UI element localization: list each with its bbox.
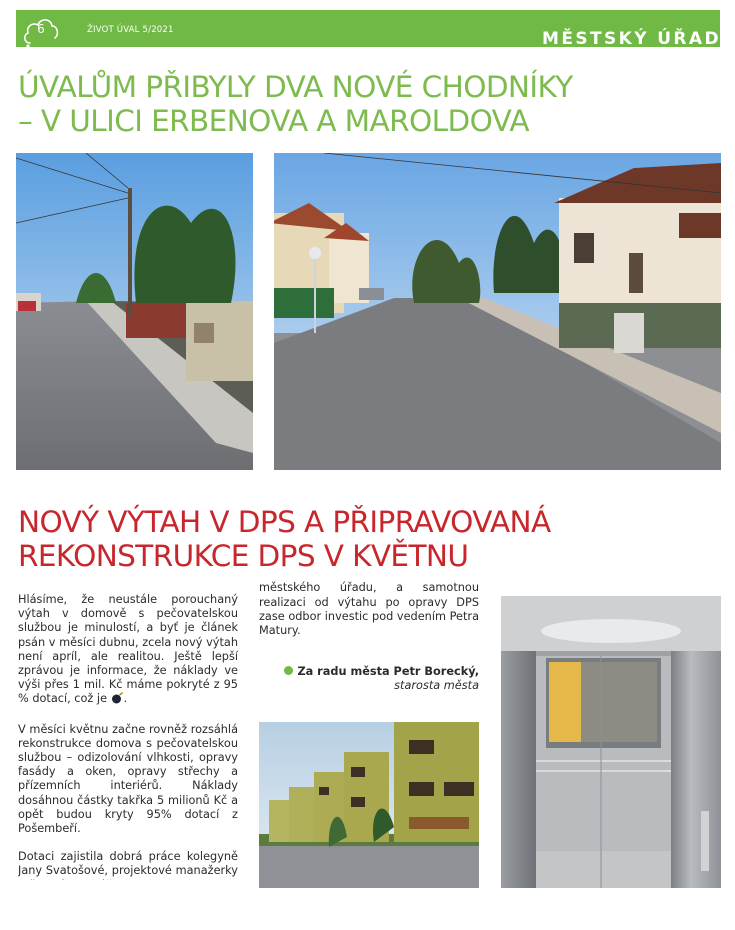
green-bullet (284, 666, 293, 675)
article1-headline-line2: – V ULICI ERBENOVA A MAROLDOVA (18, 104, 529, 138)
paragraph3-overflow-text: městského úřadu, a samotnou realizaci od výtahu po opravy DPS zase odbor investic pod vedením Petra Matury. (259, 581, 479, 638)
article2-headline (18, 505, 718, 573)
article2-paragraph3: Dotaci zajistila dobrá práce kolegyně Jany Svatošové, projektové manažerky (18, 850, 238, 878)
photo-new-elevator (501, 596, 721, 888)
article2-signature (259, 665, 479, 693)
article1-headline-line1: ÚVALŮM PŘIBYLY DVA NOVÉ CHODNÍKY (18, 70, 573, 104)
page-number: 6 (37, 22, 45, 36)
photo-dps-building (259, 722, 479, 888)
signature-name: Za radu města Petr Borecký, (297, 665, 479, 678)
article2-paragraph3-continuation (259, 581, 479, 653)
photo-maroldova-sidewalk (274, 153, 721, 470)
article2-column1 (18, 593, 238, 894)
paragraph1-text: Hlásíme, že neustále porouchaný výtah v domově s pečovatelskou službou je minulostí, a byť je článek psán v měsíci dubnu, zcela nový výtah není apríl, ale realitou. Ještě lepší zprávou je informace, že náklady ve výši přes 1 mil. Kč máme pokryté z 95 % dotací, což je (18, 593, 238, 706)
article2-paragraph1 (18, 593, 238, 709)
page-number-badge (22, 13, 58, 47)
article2-paragraph2: V měsíci květnu začne rovněž rozsáhlá rekonstrukce domova s pečovatelskou službou – odizolování vlhkosti, opravy fasády a oken, opravy střechy a přízemních interiérů. Náklady dosáhnou částky takřka 5 milionů Kč a opět budou kryty 95% dotací z Pošembeří. (18, 722, 238, 836)
issue-label: ŽIVOT ÚVAL 5/2021 (87, 25, 174, 35)
paragraph1-end: . (123, 692, 128, 706)
section-title: MĚSTSKÝ ÚŘAD (542, 29, 721, 49)
article2-headline-line1: NOVÝ VÝTAH V DPS A PŘIPRAVOVANÁ (18, 505, 551, 539)
article2-column2 (259, 581, 479, 667)
article1-headline (18, 70, 718, 138)
bomb-emoji-icon (111, 692, 124, 708)
photo-erbenova-sidewalk (16, 153, 253, 470)
signature-role: starosta města (394, 679, 479, 693)
article2-headline-line2: REKONSTRUKCE DPS V KVĚTNU (18, 539, 469, 573)
